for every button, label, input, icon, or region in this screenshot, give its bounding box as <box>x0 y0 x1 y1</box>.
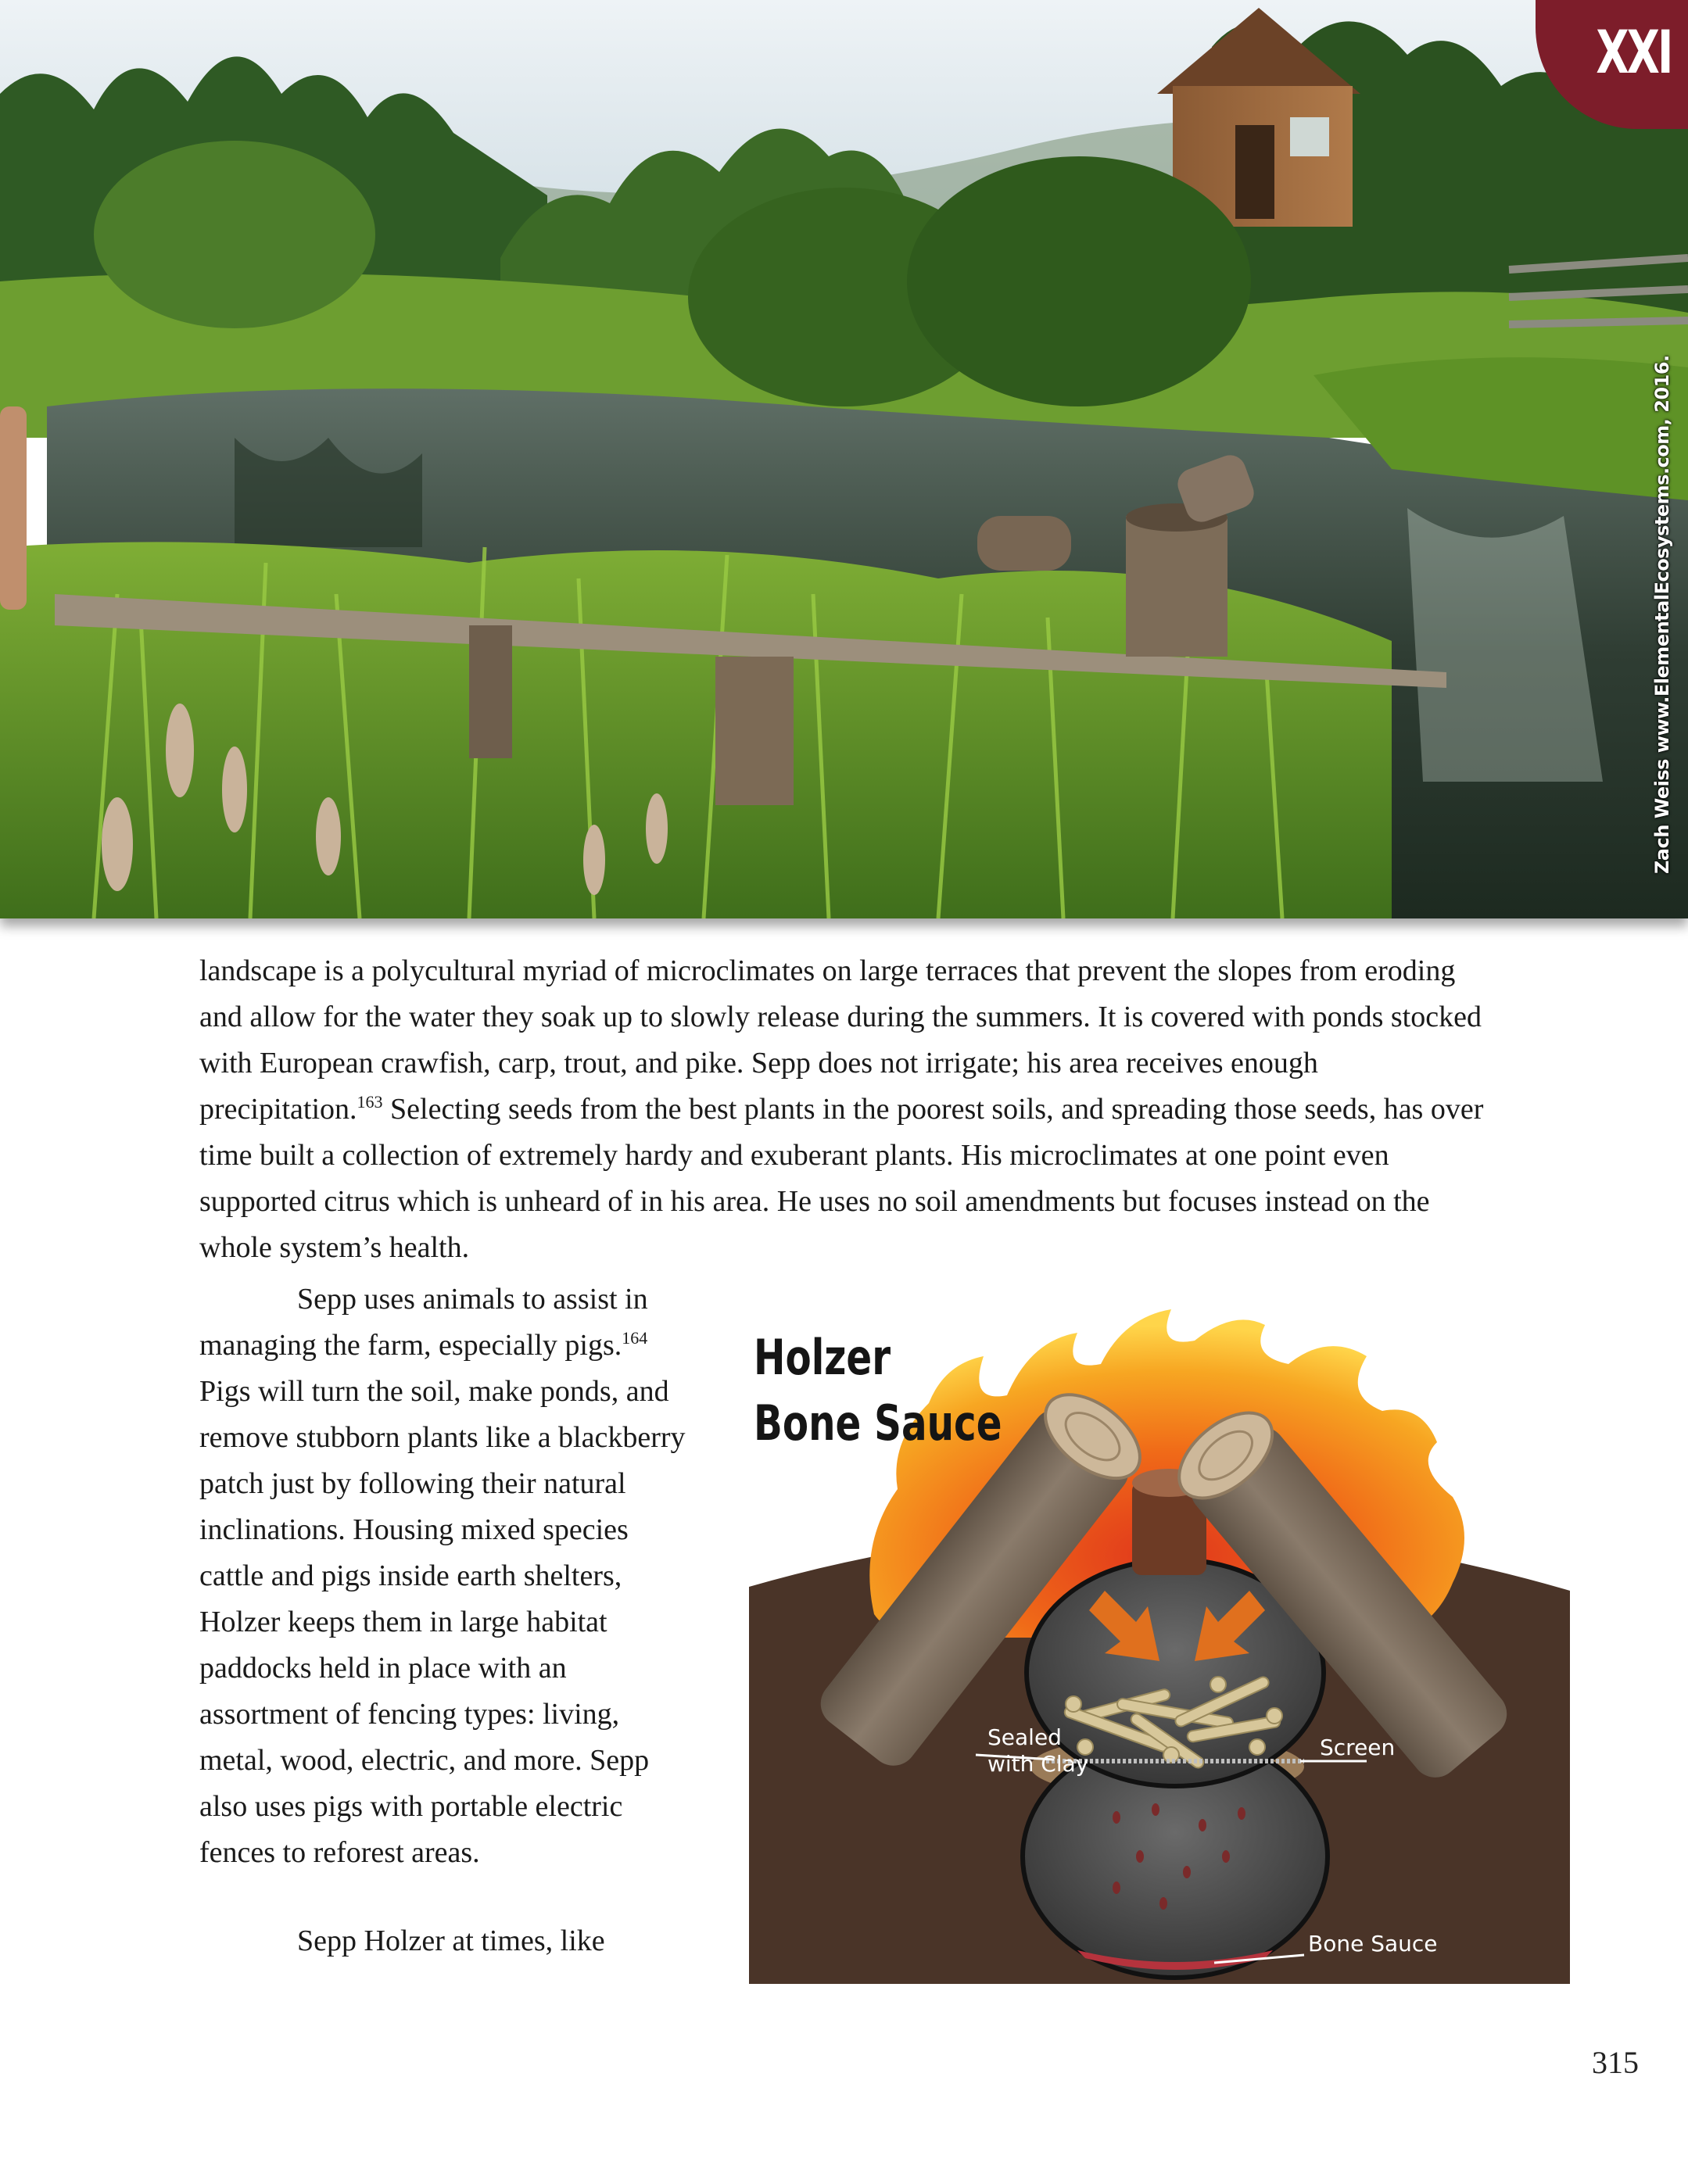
diagram-title <box>754 1325 1002 1456</box>
bone-sauce-diagram <box>749 1309 1570 1984</box>
para1-continued: Selecting seeds from the best plants in the poorest soils, and spreading those seeds, has over time built a collection of extremely hardy and exuberant plants. His microclimates at one point even supported citrus which is unheard of in his area. He uses no soil amendments but focuses instead on the whole system’s health. <box>199 1093 1484 1264</box>
label-sealed-line-2: with Clay <box>987 1751 1089 1777</box>
para3-text: Sepp Holzer at times, like <box>297 1924 605 1957</box>
title-line-1: Holzer <box>754 1329 891 1386</box>
paragraph-animals <box>199 1276 700 1876</box>
pond-landscape-photo <box>0 0 1688 918</box>
header-photo <box>0 0 1688 918</box>
chapter-label: XXI <box>1595 17 1671 87</box>
label-screen: Screen <box>1320 1735 1396 1760</box>
label-bone-sauce: Bone Sauce <box>1308 1931 1438 1957</box>
paragraph-intro <box>199 948 1497 1271</box>
photo-credit: Zach Weiss www.ElementalEcosystems.com, 2016. <box>1651 355 1673 874</box>
para2-text-a: Sepp uses animals to assist in managing the farm, especially pigs. <box>199 1283 648 1362</box>
page-number: 315 <box>1592 2045 1639 2080</box>
label-sealed-line-1: Sealed <box>987 1724 1062 1750</box>
para1-text: landscape is a polycultural myriad of microclimates on large terraces that prevent the slopes from eroding and allow for the water they soak up to slowly release during the summers. It is covered with ponds stocked with European crawfish, carp, trout, and pike. Sepp does not irrigate; his area receives enough precipitation. <box>199 954 1482 1126</box>
para2-text-b: Pigs will turn the soil, make ponds, and remove stubborn plants like a blackberry patch just by following their natural inclinations. Housing mixed species cattle and pigs inside earth shelters, Holzer keeps them in large habitat paddocks held in place with an assortment of fencing types: living, metal, wood, electric, and more. Sepp also uses pigs with portable electric fences to reforest areas. <box>199 1375 686 1869</box>
footnote-163: 163 <box>357 1092 383 1112</box>
footnote-164: 164 <box>622 1328 648 1348</box>
title-line-2: Bone Sauce <box>754 1395 1002 1452</box>
paragraph-continuation <box>199 1918 700 1964</box>
label-sealed-with-clay <box>987 1724 1088 1778</box>
